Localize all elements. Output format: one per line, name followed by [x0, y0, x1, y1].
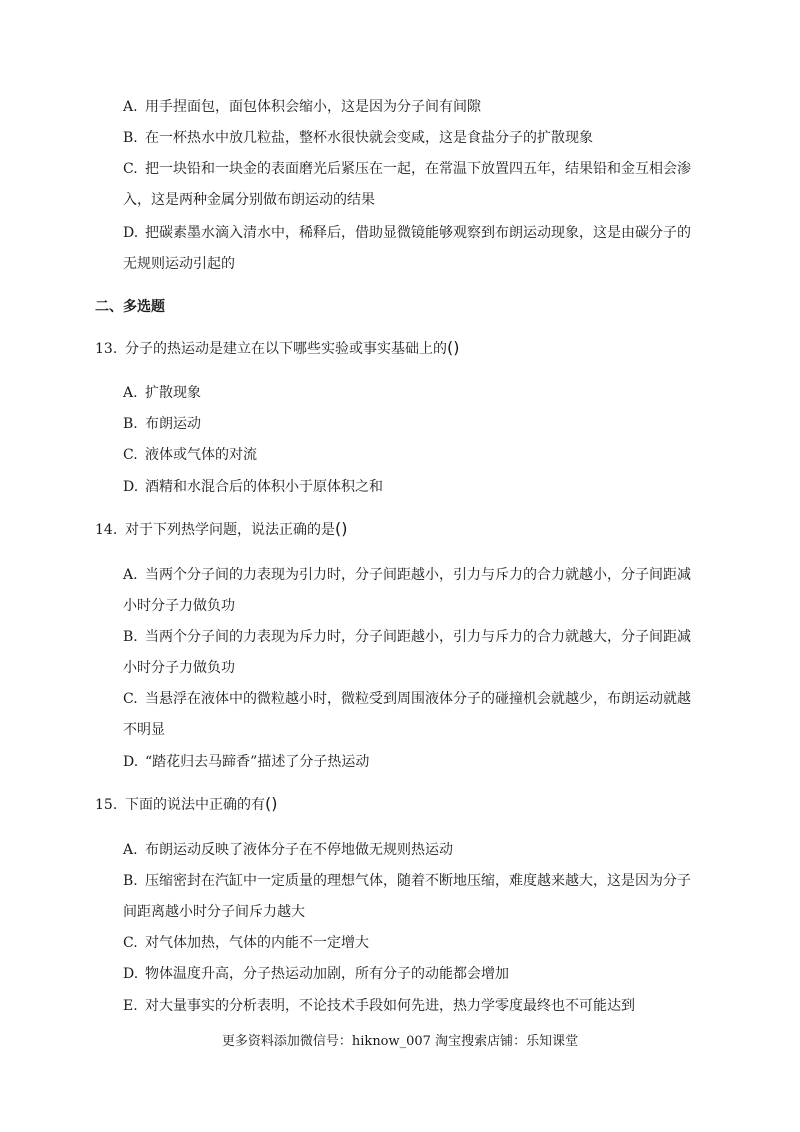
- q15-option-b: [123, 871, 691, 891]
- q12-option-d: [123, 223, 691, 243]
- option-text: 液体或气体的对流: [145, 447, 257, 463]
- q14-option-d: [123, 752, 369, 772]
- option-text: 酒精和水混合后的体积小于原体积之和: [145, 479, 383, 495]
- option-text: 当两个分子间的力表现为斥力时，分子间距越小，引力与斥力的合力就越大，分子间距减: [145, 629, 691, 645]
- option-text: 在一杯热水中放几粒盐，整杯水很快就会变咸，这是食盐分子的扩散现象: [145, 130, 593, 146]
- q13-option-d: [123, 477, 383, 497]
- option-text: 小时分子力做负功: [123, 660, 235, 676]
- option-letter: E.: [123, 998, 138, 1014]
- question-number: 13.: [95, 341, 118, 357]
- q12-option-c: [123, 159, 691, 179]
- q12-option-d-cont: [123, 254, 235, 274]
- q15-option-c: [123, 933, 369, 953]
- q13-option-b: [123, 414, 201, 434]
- q15-option-b-cont: [123, 902, 305, 922]
- q14-option-a: [123, 565, 691, 585]
- q15-option-a: [123, 840, 453, 860]
- q13-option-c: [123, 445, 257, 465]
- q14-stem: [95, 519, 347, 540]
- q13-option-a: [123, 383, 201, 403]
- option-letter: A.: [123, 385, 138, 401]
- option-text: 对大量事实的分析表明，不论技术手段如何先进，热力学零度最终也不可能达到: [145, 998, 635, 1014]
- option-letter: B.: [123, 873, 138, 889]
- option-letter: C.: [123, 691, 138, 707]
- option-text: 小时分子力做负功: [123, 598, 235, 614]
- option-letter: D.: [123, 966, 139, 982]
- question-text: 下面的说法中正确的有: [125, 797, 265, 813]
- section-title: 二、多选题: [95, 299, 165, 315]
- answer-paren: (): [335, 519, 348, 538]
- question-text: 分子的热运动是建立在以下哪些实验或事实基础上的: [125, 341, 447, 357]
- option-letter: C.: [123, 161, 138, 177]
- option-letter: D.: [123, 479, 139, 495]
- q13-stem: [95, 338, 459, 359]
- option-text: 入，这是两种金属分别做布朗运动的结果: [123, 192, 375, 208]
- q14-option-c: [123, 689, 691, 709]
- option-letter: A.: [123, 99, 138, 115]
- option-letter: A.: [123, 567, 138, 583]
- option-text: 当悬浮在液体中的微粒越小时，微粒受到周围液体分子的碰撞机会就越少，布朗运动就越: [145, 691, 691, 707]
- option-letter: D.: [123, 225, 139, 241]
- option-text: 无规则运动引起的: [123, 256, 235, 272]
- option-letter: C.: [123, 935, 138, 951]
- answer-paren: (): [447, 338, 460, 357]
- q15-option-d: [123, 964, 509, 984]
- question-number: 15.: [95, 797, 118, 813]
- q14-option-c-cont: [123, 720, 165, 740]
- option-text: 间距离越小时分子间斥力越大: [123, 904, 305, 920]
- option-letter: C.: [123, 447, 138, 463]
- option-text: 用手捏面包，面包体积会缩小，这是因为分子间有间隙: [145, 99, 481, 115]
- option-text: 物体温度升高，分子热运动加剧，所有分子的动能都会增加: [145, 966, 509, 982]
- option-text: 当两个分子间的力表现为引力时，分子间距越小，引力与斥力的合力就越小，分子间距减: [145, 567, 691, 583]
- q12-option-c-cont: [123, 190, 375, 210]
- option-letter: B.: [123, 416, 138, 432]
- option-text: 把一块铅和一块金的表面磨光后紧压在一起，在常温下放置四五年，结果铅和金互相会渗: [145, 161, 691, 177]
- q12-option-b: [123, 128, 593, 148]
- option-text: 把碳素墨水滴入清水中，稀释后，借助显微镜能够观察到布朗运动现象，这是由碳分子的: [145, 225, 691, 241]
- option-letter: A.: [123, 842, 138, 858]
- option-text: “踏花归去马蹄香”描述了分子热运动: [145, 754, 370, 770]
- page-footer: 更多资料添加微信号：hiknow_007 淘宝搜索店铺：乐知课堂: [221, 1034, 579, 1049]
- option-letter: D.: [123, 754, 139, 770]
- question-number: 14.: [95, 522, 118, 538]
- q12-option-a: [123, 97, 481, 117]
- question-text: 对于下列热学问题，说法正确的是: [125, 522, 335, 538]
- option-letter: B.: [123, 130, 138, 146]
- q15-option-e: [123, 996, 635, 1016]
- answer-paren: (): [265, 794, 278, 813]
- q14-option-b-cont: [123, 658, 235, 678]
- option-text: 布朗运动: [145, 416, 201, 432]
- option-text: 布朗运动反映了液体分子在不停地做无规则热运动: [145, 842, 453, 858]
- option-text: 压缩密封在汽缸中一定质量的理想气体，随着不断地压缩，难度越来越大，这是因为分子: [145, 873, 691, 889]
- option-text: 对气体加热，气体的内能不一定增大: [145, 935, 369, 951]
- q14-option-b: [123, 627, 691, 647]
- q15-stem: [95, 794, 277, 815]
- option-text: 不明显: [123, 722, 165, 738]
- option-letter: B.: [123, 629, 138, 645]
- q14-option-a-cont: [123, 596, 235, 616]
- option-text: 扩散现象: [145, 385, 201, 401]
